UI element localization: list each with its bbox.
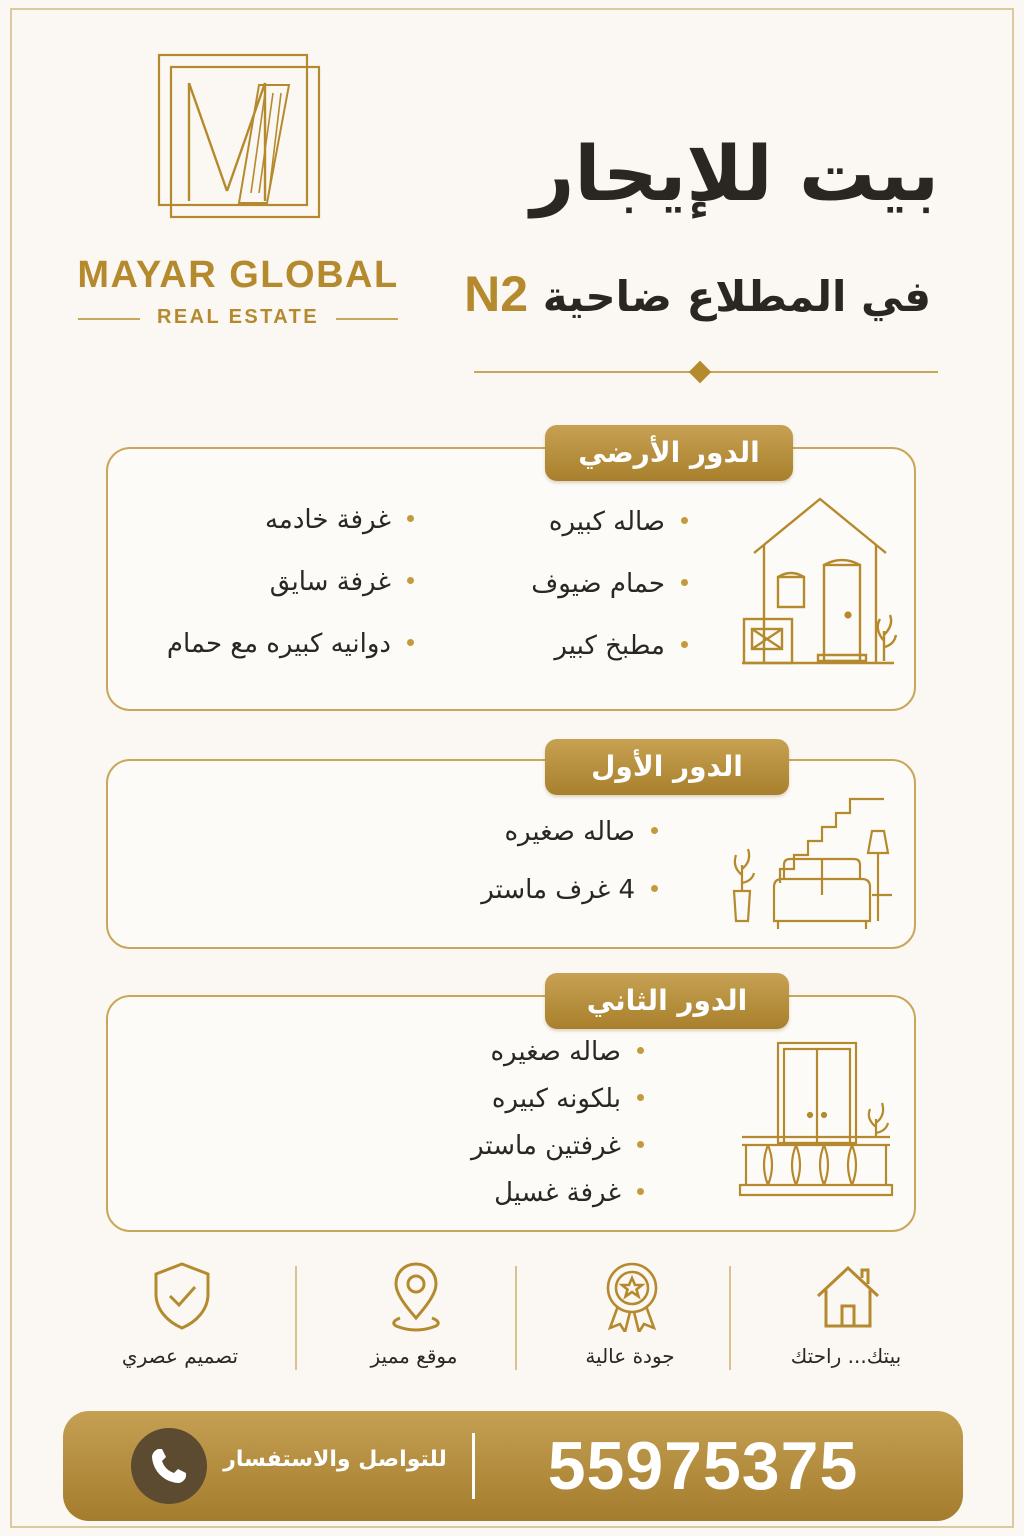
location-pin-icon (382, 1260, 450, 1332)
feature-item (314, 1258, 514, 1378)
list-item: غرفة غسيل (471, 1178, 644, 1225)
brand-subtitle-row (78, 306, 398, 334)
list-item: صاله كبيره (531, 507, 688, 569)
brand-name: MAYAR GLOBAL (77, 254, 399, 296)
ground-floor-label: الدور الأرضي (545, 425, 793, 481)
bullet-dot (681, 641, 688, 648)
house-icon (738, 495, 898, 675)
feature-item (530, 1258, 730, 1378)
brand-logo (157, 53, 321, 221)
list-item: 4 غرف ماستر (481, 875, 658, 933)
first-floor-label: الدور الأول (545, 739, 789, 795)
list-item: بلكونه كبيره (471, 1084, 644, 1131)
feature-separator (729, 1266, 731, 1370)
feature-label: تصميم عصري (121, 1344, 239, 1368)
bullet-dot (681, 517, 688, 524)
bullet-dot (637, 1188, 644, 1195)
feature-item (80, 1258, 280, 1378)
bullet-dot (637, 1141, 644, 1148)
bullet-dot (637, 1047, 644, 1054)
call-button[interactable] (131, 1428, 207, 1504)
shield-check-icon (148, 1260, 216, 1332)
subtitle-location: في المطلاع ضاحية (542, 272, 931, 321)
second-floor-list (471, 1037, 644, 1225)
brand-subtitle: REAL ESTATE (157, 306, 319, 328)
second-floor-label: الدور الثاني (545, 973, 789, 1029)
feature-label: بيتك... راحتك (790, 1344, 902, 1368)
ground-floor-list-right (531, 507, 688, 693)
phone-icon (149, 1446, 189, 1486)
living-room-stairs-icon (728, 795, 894, 929)
home-outline-icon (814, 1260, 882, 1332)
contact-separator (472, 1433, 475, 1499)
feature-label: موقع مميز (370, 1344, 458, 1368)
bullet-dot (651, 827, 658, 834)
feature-separator (515, 1266, 517, 1370)
contact-label: للتواصل والاستفسار (223, 1447, 447, 1472)
second-floor-card (106, 995, 916, 1232)
feature-label: جودة عالية (585, 1344, 675, 1368)
list-item: غرفتين ماستر (471, 1131, 644, 1178)
list-item: صاله صغيره (481, 817, 658, 875)
quality-badge-icon (598, 1260, 666, 1332)
list-item: غرفة خادمه (167, 505, 414, 567)
list-item: دوانيه كبيره مع حمام (167, 629, 414, 691)
bullet-dot (407, 515, 414, 522)
page-subtitle (411, 262, 931, 327)
features-row (80, 1258, 946, 1378)
page-title: بيت للإيجار (530, 129, 939, 218)
first-floor-list (481, 817, 658, 933)
list-item: حمام ضيوف (531, 569, 688, 631)
bullet-dot (651, 885, 658, 892)
feature-item (746, 1258, 946, 1378)
ground-floor-list-left (167, 505, 414, 691)
bullet-dot (637, 1094, 644, 1101)
phone-number[interactable]: 55975375 (547, 1428, 859, 1504)
bullet-dot (407, 577, 414, 584)
list-item: مطبخ كبير (531, 631, 688, 693)
feature-separator (295, 1266, 297, 1370)
contact-bar (63, 1411, 963, 1521)
ground-floor-card (106, 447, 916, 711)
brand-subtitle-line-right (336, 318, 398, 320)
list-item: صاله صغيره (471, 1037, 644, 1084)
balcony-icon (738, 1039, 894, 1199)
bullet-dot (681, 579, 688, 586)
subtitle-code: N2 (464, 266, 529, 322)
bullet-dot (407, 639, 414, 646)
first-floor-card (106, 759, 916, 949)
list-item: غرفة سايق (167, 567, 414, 629)
